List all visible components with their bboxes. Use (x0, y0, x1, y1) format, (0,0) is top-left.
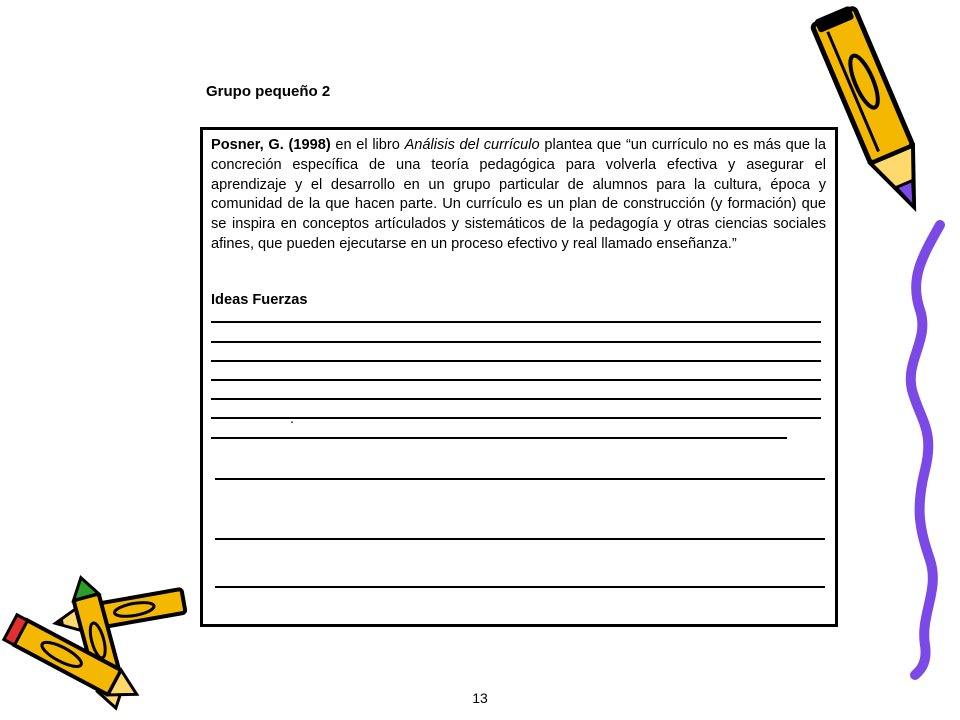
citation-author: Posner, G. (1998) (211, 137, 331, 153)
section-heading: Grupo pequeño 2 (206, 83, 331, 100)
answer-line[interactable] (215, 538, 825, 540)
citation-book-title: Análisis del currículo (404, 137, 540, 153)
pencils-icon (0, 575, 195, 715)
answer-line[interactable] (211, 437, 787, 439)
pencil-icon (800, 0, 950, 230)
citation-text-after: plantea que “un currículo no es más que la concreción específica de una teoría pedagógica para volverla efectiva y asegurar el aprendizaje y el desarrollo en un grupo particular de alumnos para la cultura, época y comunidad de la que hacen parte. Un currículo es un plan de construcción (y formación) que se inspira en conceptos artículados y sistemáticos de la pedagogía y otras ciencias sociales afines, que pueden ejecutarse en un proceso efectivo y real llamado enseñanza.” (211, 137, 826, 252)
answer-line[interactable] (211, 417, 821, 419)
answer-line[interactable] (211, 398, 821, 400)
squiggle-decoration (900, 220, 960, 680)
page-number: 13 (472, 690, 488, 706)
answer-line[interactable] (211, 379, 821, 381)
answer-line[interactable] (215, 586, 825, 588)
answer-line[interactable] (215, 478, 825, 480)
ideas-heading: Ideas Fuerzas (211, 292, 308, 308)
answer-line[interactable] (211, 360, 821, 362)
answer-line[interactable] (211, 341, 821, 343)
citation-text-before: en el libro (330, 137, 405, 153)
stray-mark: . (290, 410, 294, 426)
citation-paragraph (211, 136, 826, 255)
answer-line[interactable] (211, 321, 821, 323)
